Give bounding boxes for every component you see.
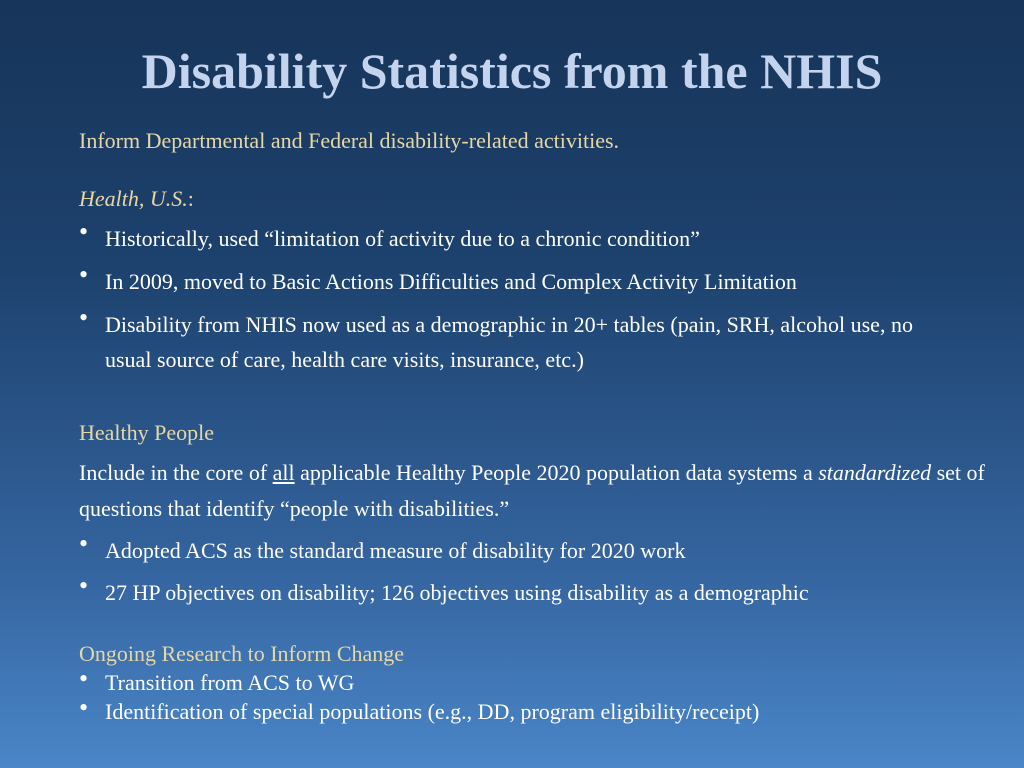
bullet-text: Disability from NHIS now used as a demographic in 20+ tables (pain, SRH, alcohol use, no usual source of care, health care visits, insurance, etc.) [105,312,913,372]
para-text-3: set of questions that identify “people with disabilities.” [79,460,985,521]
health-us-bullet-3 [79,303,949,377]
bullet-icon: • [79,571,89,600]
ongoing-research-heading: Ongoing Research to Inform Change [79,641,405,666]
bullet-icon: • [79,529,89,558]
bullet-text: Identification of special populations (e.g., DD, program eligibility/receipt) [105,699,760,724]
healthy-people-paragraph [79,455,989,527]
bullet-text: 27 HP objectives on disability; 126 objectives using disability as a demographic [105,580,809,605]
bullet-icon: • [79,217,89,246]
ongoing-research-bullet-2 [79,693,979,727]
health-us-heading [79,186,194,212]
slide-subtitle: Inform Departmental and Federal disability-related activities. [79,128,620,153]
health-us-bullet-2 [79,260,979,299]
para-underlined-all: all [272,460,295,485]
bullet-icon: • [79,664,89,693]
healthy-people-heading: Healthy People [79,420,215,445]
bullet-text: Historically, used “limitation of activity due to a chronic condition” [105,226,700,251]
para-text-2: applicable Healthy People 2020 population data systems a [294,460,819,485]
bullet-icon: • [79,260,89,289]
bullet-icon: • [79,693,89,722]
slide-title: Disability Statistics from the NHIS [141,43,883,99]
bullet-text: In 2009, moved to Basic Actions Difficulties and Complex Activity Limitation [105,269,797,294]
healthy-people-bullet-1 [79,529,979,568]
bullet-text: Transition from ACS to WG [105,670,355,695]
health-us-bullet-1 [79,217,979,256]
health-us-heading-italic: Health, U.S. [79,186,188,211]
healthy-people-bullet-2 [79,571,979,610]
bullet-icon: • [79,303,89,332]
ongoing-research-bullet-1 [79,664,979,698]
para-italic-standardized: standardized [818,460,932,485]
para-text-1: Include in the core of [79,460,273,485]
bullet-text: Adopted ACS as the standard measure of disability for 2020 work [105,538,686,563]
health-us-heading-suffix: : [187,186,194,211]
